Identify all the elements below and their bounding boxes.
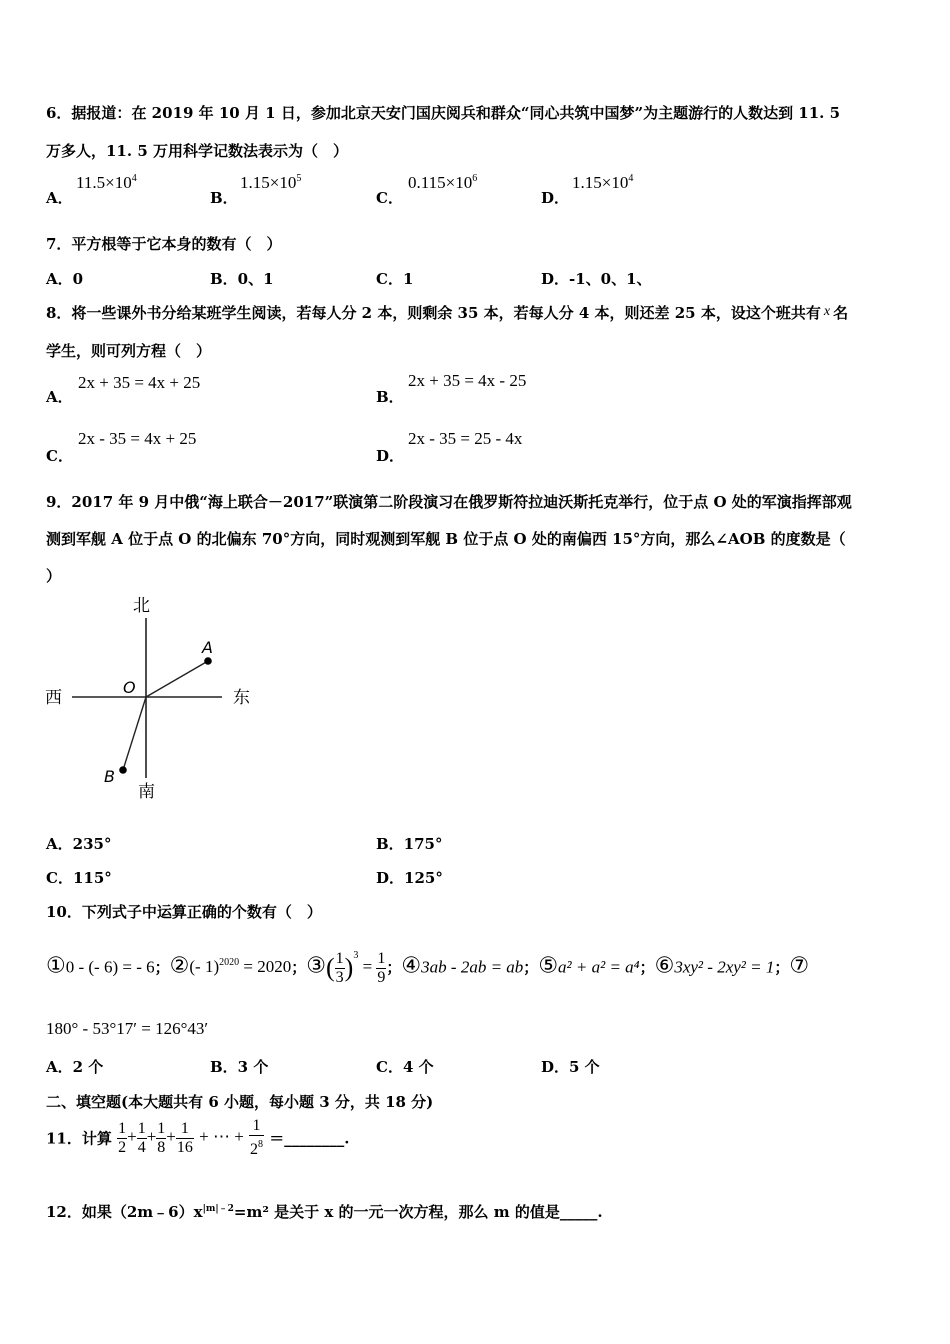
q7-stem: 7．平方根等于它本身的数有（ ） — [46, 235, 282, 253]
q6-option-d-value: $1.15\times 10^4$ — [572, 173, 634, 192]
q12-line: 12．如果$(2m﹣6)x^{|m|﹣2}=m^2$ 是关于 x 的一元一次方程，那么 m 的值是_____. — [46, 1203, 603, 1221]
q7-option-d: D．-1、0、1、 — [541, 270, 652, 288]
label-south: 南 — [138, 782, 155, 802]
q6-option-d-label: D． — [541, 189, 570, 207]
label-north: 北 — [133, 596, 150, 616]
q6-stem-line2: 万多人，11. 5 万用科学记数法表示为（ ） — [46, 142, 348, 160]
item-3-expr: ( $\frac{1}{3}$ )$^3$ = $\frac{1}{9}$ — [325, 950, 386, 986]
q8-option-d-eq: 2x - 35 = 25 - 4x — [408, 429, 523, 448]
q10-items-row: ①0 - (- 6) = - 6；②(- 1)$^{2020}$ = 2020；③( $\frac{1}{3}$ )$^3$ = $\frac{1}{9}$ ；④3ab - 2ab = ab；⑤a² + a² = a⁴；⑥3xy² - 2xy² = 1；⑦ — [46, 950, 810, 986]
q10-option-b: B．3 个 — [210, 1058, 269, 1076]
item-6-expr: 3xy² - 2xy² = 1 — [674, 957, 775, 977]
q7-option-b: B．0、1 — [210, 270, 274, 288]
q8-option-a-eq: 2x + 35 = 4x + 25 — [78, 373, 201, 392]
ray-ob — [123, 697, 146, 770]
q6-option-c-value: $0.115\times 10^6$ — [408, 173, 478, 192]
q9-option-a: A．235° — [46, 835, 112, 853]
item-5-expr: a² + a² = a⁴ — [558, 957, 640, 977]
q10-option-c: C．4 个 — [376, 1058, 434, 1076]
label-point-a: A — [202, 638, 213, 657]
section2-heading: 二、填空题(本大题共有 6 小题，每小题 3 分，共 18 分) — [46, 1093, 434, 1111]
point-b-dot — [119, 766, 127, 774]
q7-option-c: C．1 — [376, 270, 414, 288]
q6-stem-line1: 6．据报道：在 2019 年 10 月 1 日，参加北京天安门国庆阅兵和群众“同心共筑中国梦”为主题游行的人数达到 11. 5 — [46, 104, 841, 122]
item-2-expr: (- 1)$^{2020}$ = 2020 — [189, 957, 292, 977]
q6-option-a-label: A． — [46, 189, 73, 207]
q9-stem-line3: ） — [46, 567, 62, 585]
q8-option-c-label: C． — [46, 447, 73, 465]
q8-option-c-eq: 2x - 35 = 4x + 25 — [78, 429, 197, 448]
q7-option-a: A．0 — [46, 270, 84, 288]
q9-stem-line2: 测到军舰 A 位于点 O 的北偏东 70°方向，同时观测到军舰 B 位于点 O 处的南偏西 15°方向，那么∠AOB 的度数是（ — [46, 530, 846, 548]
q6-option-c-label: C． — [376, 189, 403, 207]
q10-option-a: A．2 个 — [46, 1058, 104, 1076]
item-4-mark: ④ — [401, 953, 422, 979]
item-7-expr: 180° - 53°17′ = 126°43′ — [46, 1019, 209, 1038]
label-point-b: B — [104, 767, 115, 786]
q11-line: 11．计算 $\frac{1}{2}$ + $\frac{1}{4}$ + $\frac{1}{8}$ + $\frac{1}{16}$ + ⋯ + $\frac{1}{2^8}$ ＝________. — [46, 1117, 350, 1158]
q6-option-b-label: B． — [210, 189, 238, 207]
q8-option-d-label: D． — [376, 447, 405, 465]
label-origin-o: O — [123, 678, 136, 697]
item-7-mark: ⑦ — [789, 953, 810, 979]
q9-option-b: B．175° — [376, 835, 443, 853]
item-2-mark: ② — [169, 953, 190, 979]
q8-option-b-eq: 2x + 35 = 4x - 25 — [408, 371, 527, 390]
q9-option-c: C．115° — [46, 869, 112, 887]
q9-option-d: D．125° — [376, 869, 443, 887]
q6-option-b-value: $1.15\times 10^5$ — [240, 173, 302, 192]
q8-option-b-label: B． — [376, 388, 404, 406]
item-5-mark: ⑤ — [538, 953, 559, 979]
item-3-mark: ③ — [306, 953, 326, 979]
label-east: 东 — [233, 688, 250, 708]
label-west: 西 — [45, 688, 62, 708]
q8-option-a-label: A． — [46, 388, 73, 406]
point-a-dot — [204, 657, 212, 665]
item-1-expr: 0 - (- 6) = - 6 — [65, 957, 155, 977]
q9-compass-figure — [40, 590, 270, 805]
q9-stem-line1: 9．2017 年 9 月中俄“海上联合－2017”联演第二阶段演习在俄罗斯符拉迪沃斯托克举行，位于点 O 处的军演指挥部观 — [46, 493, 852, 511]
q8-stem-line2: 学生，则可列方程（ ） — [46, 342, 212, 360]
q10-stem: 10．下列式子中运算正确的个数有（ ） — [46, 903, 322, 921]
q8-stem-line1: 8．将一些课外书分给某班学生阅读，若每人分 2 本，则剩余 35 本，若每人分 4 本，则还差 25 本，设这个班共有 x 名 — [46, 304, 849, 322]
item-1-mark: ① — [46, 953, 66, 979]
item-4-expr: 3ab - 2ab = ab — [421, 957, 524, 977]
q10-option-d: D．5 个 — [541, 1058, 600, 1076]
ray-oa — [146, 661, 208, 697]
q6-option-a-value: $11.5\times 10^4$ — [76, 173, 137, 192]
item-6-mark: ⑥ — [654, 953, 675, 979]
